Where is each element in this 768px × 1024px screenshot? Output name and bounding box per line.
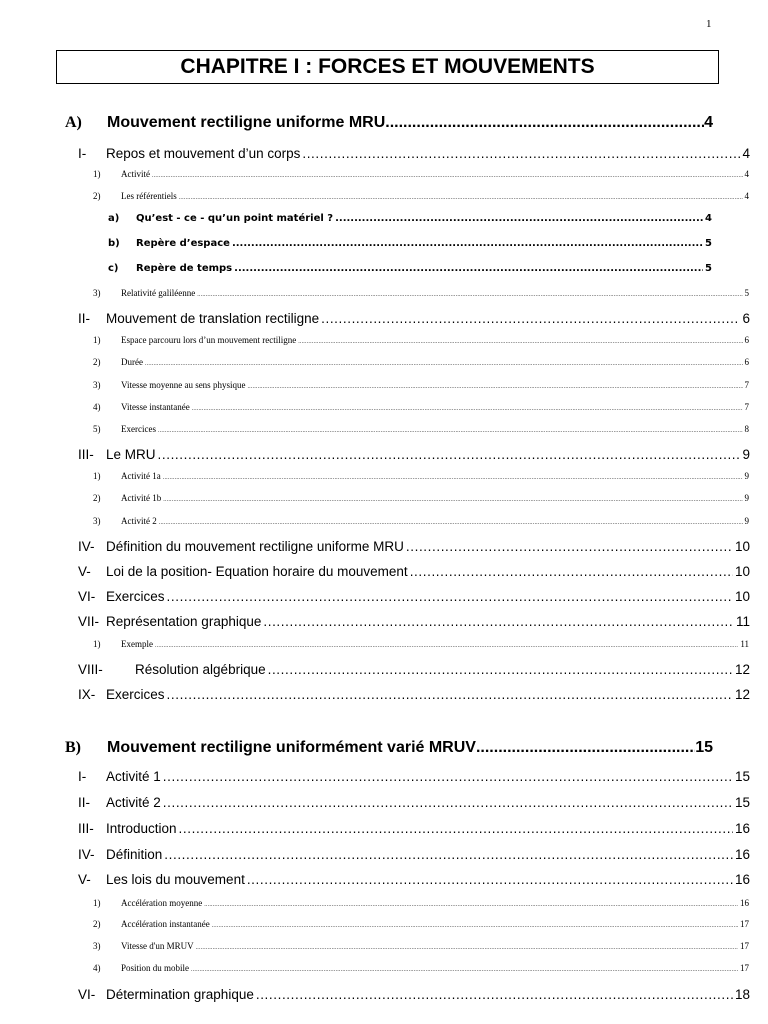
dot-leader: [298, 339, 742, 345]
entry-text: Repère d’espace: [136, 238, 230, 249]
entry-text: Activité 1: [106, 769, 161, 784]
toc-entry[interactable]: [93, 493, 749, 503]
entry-marker: 3): [93, 516, 101, 526]
entry-page: 4: [744, 191, 749, 201]
section-title: Mouvement rectiligne uniformément varié MRUV: [107, 739, 476, 756]
page-number: 1: [706, 18, 712, 30]
entry-text: Exercices: [106, 687, 165, 702]
entry-text: Accélération moyenne: [121, 898, 203, 908]
toc-entry[interactable]: [93, 941, 749, 951]
entry-text: Détermination graphique: [106, 987, 254, 1002]
entry-page: 6: [744, 357, 749, 367]
entry-marker: 1): [93, 471, 101, 481]
toc-entry[interactable]: [93, 639, 749, 649]
dot-leader: [410, 564, 733, 579]
entry-marker: 2): [93, 357, 101, 367]
dot-leader: [385, 114, 704, 132]
toc-entry[interactable]: [78, 662, 750, 677]
dot-leader: [163, 769, 733, 784]
entry-page: 11: [740, 639, 749, 649]
dot-leader: [204, 902, 738, 908]
entry-page: 7: [744, 402, 749, 412]
toc-entry[interactable]: [93, 191, 749, 201]
entry-page: 16: [740, 898, 749, 908]
entry-page: 16: [734, 821, 750, 836]
entry-page: 9: [742, 447, 750, 462]
toc-section-heading[interactable]: [65, 739, 713, 757]
entry-page: 17: [740, 919, 749, 929]
entry-text: Vitesse d'un MRUV: [121, 941, 194, 951]
entry-page: 18: [734, 987, 750, 1002]
toc-entry[interactable]: [78, 311, 750, 326]
entry-marker: 2): [93, 919, 101, 929]
toc-entry[interactable]: [78, 589, 750, 604]
entry-marker: 2): [93, 191, 101, 201]
toc-entry[interactable]: [93, 471, 749, 481]
entry-page: 4: [742, 146, 750, 161]
entry-marker: c): [108, 263, 119, 274]
entry-text: Exemple: [121, 639, 153, 649]
entry-marker: VII-: [78, 614, 100, 629]
dot-leader: [476, 739, 695, 757]
dot-leader: [256, 987, 733, 1002]
dot-leader: [247, 872, 733, 887]
entry-page: 16: [734, 847, 750, 862]
entry-marker: 1): [93, 639, 101, 649]
entry-marker: 3): [93, 380, 101, 390]
toc-entry[interactable]: [78, 687, 750, 702]
entry-marker: II-: [78, 795, 90, 810]
entry-marker: I-: [78, 769, 87, 784]
entry-page: 16: [734, 872, 750, 887]
entry-marker: III-: [78, 447, 94, 462]
entry-marker: IV-: [78, 847, 95, 862]
toc-entry[interactable]: [78, 847, 750, 862]
dot-leader: [302, 146, 740, 161]
entry-text: Position du mobile: [121, 963, 190, 973]
entry-marker: a): [108, 213, 120, 224]
entry-page: 6: [744, 335, 749, 345]
dot-leader: [167, 687, 733, 702]
toc-entry[interactable]: [108, 263, 712, 274]
entry-marker: II-: [78, 311, 90, 326]
entry-text: Repos et mouvement d’un corps: [106, 146, 301, 161]
toc-entry[interactable]: [78, 987, 750, 1002]
entry-text: Repère de temps: [136, 263, 233, 274]
dot-leader: [263, 614, 734, 629]
entry-page: 5: [705, 238, 712, 249]
dot-leader: [159, 520, 743, 526]
dot-leader: [163, 497, 742, 503]
dot-leader: [158, 428, 743, 434]
toc-entry[interactable]: [78, 539, 750, 554]
entry-marker: V-: [78, 564, 91, 579]
section-page: 15: [695, 739, 713, 756]
entry-text: Accélération instantanée: [121, 919, 210, 929]
entry-marker: IV-: [78, 539, 95, 554]
entry-marker: V-: [78, 872, 91, 887]
entry-marker: 3): [93, 288, 101, 298]
dot-leader: [321, 311, 740, 326]
entry-text: Les référentiels: [121, 191, 177, 201]
entry-page: 12: [734, 687, 750, 702]
entry-text: Activité: [121, 169, 150, 179]
dot-leader: [191, 967, 738, 973]
entry-page: 8: [744, 424, 749, 434]
entry-marker: I-: [78, 146, 87, 161]
section-title: Mouvement rectiligne uniforme MRU: [107, 114, 386, 131]
toc-entry[interactable]: [93, 357, 749, 367]
entry-text: Introduction: [106, 821, 177, 836]
entry-marker: 4): [93, 963, 101, 973]
entry-text: Durée: [121, 357, 143, 367]
dot-leader: [247, 384, 742, 390]
dot-leader: [164, 847, 733, 862]
entry-page: 4: [705, 213, 712, 224]
entry-text: Définition du mouvement rectiligne uniforme MRU: [106, 539, 404, 554]
entry-page: 12: [734, 662, 750, 677]
section-marker: B): [65, 739, 81, 756]
toc-entry[interactable]: [93, 288, 749, 298]
entry-text: Loi de la position- Equation horaire du mouvement: [106, 564, 408, 579]
dot-leader: [179, 821, 733, 836]
entry-page: 9: [744, 516, 749, 526]
section-page: 4: [704, 114, 713, 131]
entry-page: 5: [744, 288, 749, 298]
entry-page: 10: [734, 539, 750, 554]
section-marker: A): [65, 114, 82, 131]
entry-page: 6: [742, 311, 750, 326]
toc-entry[interactable]: [78, 447, 750, 462]
toc-entry[interactable]: [78, 146, 750, 161]
dot-leader: [335, 213, 703, 224]
toc-entry[interactable]: [78, 872, 750, 887]
entry-text: Les lois du mouvement: [106, 872, 245, 887]
dot-leader: [155, 643, 738, 649]
entry-text: Exercices: [121, 424, 156, 434]
dot-leader: [167, 589, 733, 604]
entry-text: Vitesse moyenne au sens physique: [121, 380, 246, 390]
toc-entry[interactable]: [93, 335, 749, 345]
toc-entry[interactable]: [93, 380, 749, 390]
entry-marker: 1): [93, 898, 101, 908]
entry-text: Relativité galiléenne: [121, 288, 196, 298]
entry-marker: VI-: [78, 589, 96, 604]
entry-text: Qu’est - ce - qu’un point matériel ?: [136, 213, 334, 224]
toc-entry[interactable]: [93, 963, 749, 973]
toc-entry[interactable]: [93, 898, 749, 908]
entry-page: 15: [734, 769, 750, 784]
entry-text: Vitesse instantanée: [121, 402, 190, 412]
dot-leader: [145, 361, 743, 367]
entry-marker: IX-: [78, 687, 96, 702]
entry-page: 10: [734, 589, 750, 604]
entry-text: Représentation graphique: [106, 614, 262, 629]
dot-leader: [152, 173, 743, 179]
dot-leader: [406, 539, 733, 554]
dot-leader: [192, 406, 743, 412]
entry-marker: 3): [93, 941, 101, 951]
dot-leader: [179, 195, 743, 201]
dot-leader: [158, 447, 741, 462]
entry-marker: 1): [93, 169, 101, 179]
toc-entry[interactable]: [108, 213, 712, 224]
dot-leader: [234, 263, 703, 274]
entry-page: 17: [740, 941, 749, 951]
entry-marker: 4): [93, 402, 101, 412]
entry-marker: VIII-: [78, 662, 103, 677]
entry-page: 17: [740, 963, 749, 973]
entry-text: Définition: [106, 847, 163, 862]
dot-leader: [197, 292, 742, 298]
dot-leader: [232, 238, 703, 249]
entry-page: 9: [744, 471, 749, 481]
toc-entry[interactable]: [78, 769, 750, 784]
entry-marker: 2): [93, 493, 101, 503]
entry-marker: 5): [93, 424, 101, 434]
entry-page: 11: [735, 614, 750, 629]
entry-page: 10: [734, 564, 750, 579]
toc-entry[interactable]: [93, 516, 749, 526]
entry-page: 9: [744, 493, 749, 503]
toc-entry[interactable]: [108, 238, 712, 249]
dot-leader: [196, 945, 738, 951]
entry-page: 5: [705, 263, 712, 274]
entry-text: Activité 1a: [121, 471, 161, 481]
entry-marker: 1): [93, 335, 101, 345]
entry-text: Activité 1b: [121, 493, 162, 503]
toc-entry[interactable]: [78, 614, 750, 629]
entry-text: Activité 2: [106, 795, 161, 810]
toc-entry[interactable]: [78, 564, 750, 579]
entry-page: 4: [744, 169, 749, 179]
toc-entry[interactable]: [93, 402, 749, 412]
dot-leader: [163, 475, 743, 481]
toc-entry[interactable]: [78, 821, 750, 836]
entry-text: Espace parcouru lors d’un mouvement rectiligne: [121, 335, 297, 345]
entry-page: 7: [744, 380, 749, 390]
toc-entry[interactable]: [93, 424, 749, 434]
entry-text: Activité 2: [121, 516, 157, 526]
dot-leader: [268, 662, 733, 677]
dot-leader: [212, 923, 738, 929]
entry-text: Résolution algébrique: [135, 662, 266, 677]
entry-text: Exercices: [106, 589, 165, 604]
dot-leader: [163, 795, 733, 810]
entry-text: Mouvement de translation rectiligne: [106, 311, 320, 326]
entry-marker: b): [108, 238, 120, 249]
entry-marker: III-: [78, 821, 94, 836]
toc-entry[interactable]: [93, 919, 749, 929]
chapter-title: CHAPITRE I : FORCES ET MOUVEMENTS: [56, 50, 719, 84]
entry-text: Le MRU: [106, 447, 156, 462]
entry-marker: VI-: [78, 987, 96, 1002]
toc-entry[interactable]: [78, 795, 750, 810]
toc-entry[interactable]: [93, 169, 749, 179]
entry-page: 15: [734, 795, 750, 810]
toc-section-heading[interactable]: [65, 114, 713, 132]
